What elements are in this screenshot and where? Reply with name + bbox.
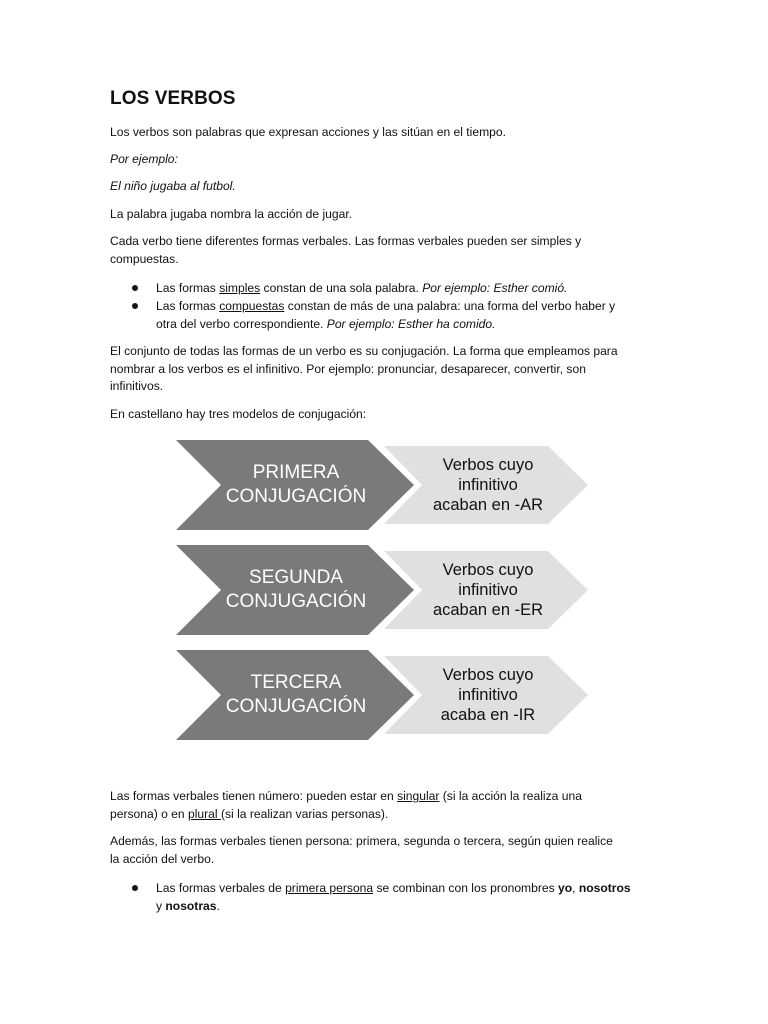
underlined-term: primera persona [285,881,374,895]
bold-pronoun: nosotras [165,899,217,913]
example-label: Por ejemplo: [110,152,178,166]
conjugation-description: infinitivo [458,686,518,704]
conjugation-label: TERCERA [250,672,342,693]
conjugation-description: acaba en -IR [440,706,536,724]
conjugation-label: SEGUNDA [249,567,343,588]
conjugation-description: infinitivo [458,581,518,599]
conjugation-description: Verbos cuyo [442,666,534,684]
bullet-text: y [156,899,166,913]
person-line-2: la acción del verbo. [110,851,215,866]
underlined-term: plural [188,806,221,821]
conjugation-line-1: El conjunto de todas las formas de un verbo es su conjugación. La forma que empleamos para [110,344,618,358]
conjugation-description: acaban en -AR [432,496,544,514]
bullet-example: Por ejemplo: Esther comió. [422,281,568,295]
conjugation-label: CONJUGACIÓN [225,696,367,717]
conjugation-chevron [176,545,414,635]
conjugation-label: PRIMERA [252,462,340,483]
bullet-text: Las formas [156,281,220,295]
underlined-term: compuestas [219,299,285,313]
bullet-icon [132,303,138,309]
bullet-icon [132,285,138,291]
page-title: LOS VERBOS [110,88,236,109]
bold-pronoun: yo [558,881,573,895]
conjugation-label: CONJUGACIÓN [225,486,367,507]
conjugation-description: Verbos cuyo [442,456,534,474]
underlined-term: singular [397,789,440,803]
verb-forms-line-2: compuestas. [110,251,179,266]
conjugation-label: CONJUGACIÓN [225,591,367,612]
bullet-text: se combinan con los pronombres [373,881,559,895]
intro-paragraph: Los verbos son palabras que expresan acciones y las sitúan en el tiempo. [110,125,506,139]
number-text: Las formas verbales tienen número: pueden estar en [110,789,398,803]
conjugation-line-2: nombrar a los verbos es el infinitivo. Por ejemplo: pronunciar, desaparecer, convertir, son [110,361,586,376]
person-paragraph [110,833,650,868]
underlined-term: simples [219,281,261,295]
bullet-icon [132,885,138,891]
conjugation-description: Verbos cuyo [442,561,534,579]
number-text: persona) o en [110,806,188,821]
number-text: (si la acción la realiza una [439,789,582,803]
bold-pronoun: nosotros [578,881,631,895]
conjugation-line-3: infinitivos. [110,379,164,393]
person-line-1: Además, las formas verbales tienen persona: primera, segunda o tercera, según quien realice [110,834,613,848]
bullet-text: Las formas [156,299,220,313]
verb-forms-paragraph [110,233,650,268]
bullet-text: Las formas verbales de [156,881,286,895]
conjugation-chevron [176,440,414,530]
conjugation-description: acaban en -ER [432,601,544,619]
bullet-text: . [216,899,220,913]
explanation-paragraph: La palabra jugaba nombra la acción de jugar. [110,207,353,221]
bullet-text: constan de más de una palabra: una forma del verbo haber y [284,299,616,313]
bullet-text: otra del verbo correspondiente. [156,317,327,331]
conjugation-chevron [176,650,414,740]
bullet-example: Por ejemplo: Esther ha comido. [326,317,496,331]
models-intro: En castellano hay tres modelos de conjugación: [110,407,367,421]
conjugation-description: infinitivo [458,476,518,494]
verb-forms-line-1: Cada verbo tiene diferentes formas verbales. Las formas verbales pueden ser simples y [110,234,582,248]
number-text: (si la realizan varias personas). [220,806,389,821]
conjugation-paragraph [110,343,650,396]
bullet-text: constan de una sola palabra. [260,281,423,295]
number-paragraph [110,788,650,823]
example-sentence: El niño jugaba al futbol. [110,179,236,193]
bullet-text: , [572,881,579,895]
